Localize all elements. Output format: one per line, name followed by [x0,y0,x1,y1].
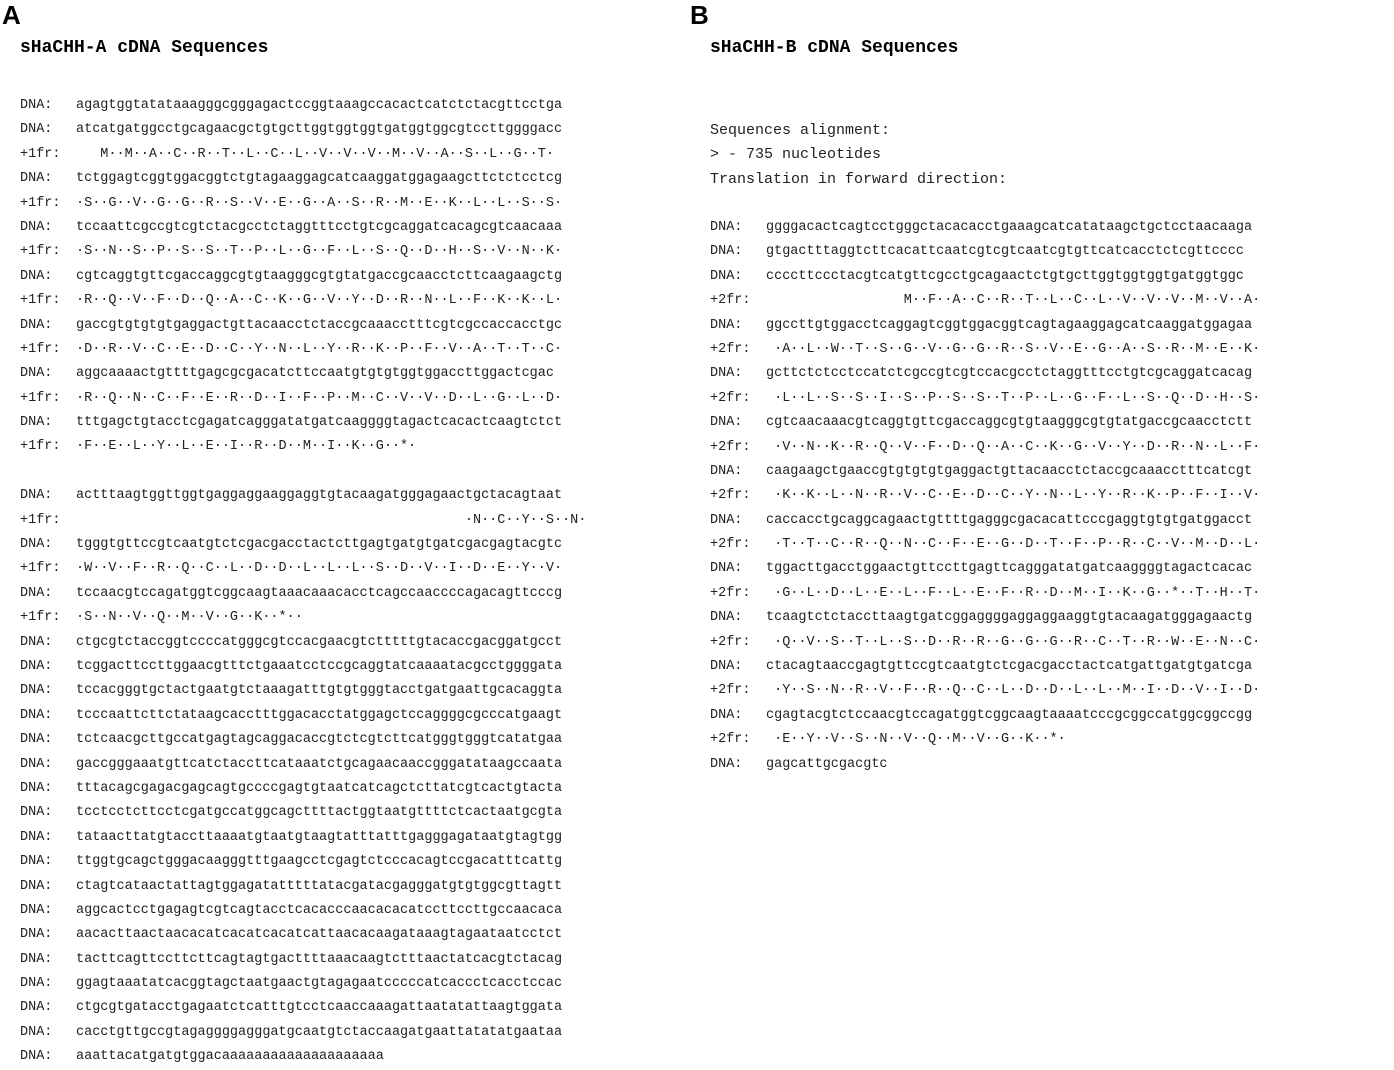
sequence-row [20,314,586,338]
sequence-row [20,387,586,411]
sequence-row [710,484,1260,508]
sequence-row-tag: DNA: [710,268,743,284]
sequence-row [20,435,586,459]
sequence-row-text: cacctgttgccgtagaggggagggatgcaatgtctaccaagatgaattatatatgaataa [76,1024,563,1040]
sequence-row [20,1045,586,1069]
sequence-row-tag: +2fr: [710,585,751,601]
sequence-row-tag: DNA: [710,463,743,479]
sequence-row-text: caccacctgcaggcagaactgttttgagggcgacacattcccgaggtgtgtgatggacct [766,512,1253,528]
sequence-row-text: ·N··C··Y··S··N· [76,512,587,528]
sequence-row [20,582,586,606]
sequence-row-tag: +1fr: [20,390,61,406]
sequence-row-text: ctacagtaaccgagtgttccgtcaatgtctcgacgacctactcatgattgatgtgatcga [766,659,1253,675]
sequence-row-text: tgggtgttccgtcaatgtctcgacgacctactcttgagtgatgtgatcgacgagtacgtc [76,537,563,553]
sequence-row [710,338,1260,362]
sequence-row [710,631,1260,655]
sequence-row [20,850,586,874]
sequence-row-tag: +2fr: [710,341,751,357]
sequence-row [20,118,586,142]
panel-b-title: sHaCHH-B cDNA Sequences [710,38,959,58]
sequence-row-text: tctggagtcggtggacggtctgtagaaggagcatcaaggatggagaagcttctctcctcg [76,171,563,187]
sequence-row-text: ·Q··V··S··T··L··S··D··R··R··G··G··G··R··C··T··R··W··E··N··C· [766,634,1261,650]
sequence-row-text: ·G··L··D··L··E··L··F··L··E··F··R··D··M··I··K··G··*··T··H··T· [766,585,1261,601]
sequence-row-text: ctagtcataactattagtggagatatttttatacgatacgagggatgtgtggcgttagtt [76,878,563,894]
sequence-row-text: ctgcgtctaccggtccccatgggcgtccacgaacgtctttttgtacaccgacggatgcct [76,634,563,650]
sequence-row-tag: DNA: [20,415,53,431]
sequence-row-text: gcttctctcctccatctcgccgtcgtccacgcctctaggtttcctgtcgcaggatcacag [766,366,1253,382]
sequence-row [20,509,586,533]
sequence-row-tag: DNA: [20,122,53,138]
sequence-row-tag: +2fr: [710,488,751,504]
sequence-row [710,753,1260,777]
sequence-row [20,728,586,752]
sequence-row [20,704,586,728]
sequence-row-text: tccaattcgccgtcgtctacgcctctaggtttcctgtcgcaggatcacagcgtcaacaaa [76,219,563,235]
sequence-row-tag: DNA: [20,219,53,235]
sequence-row [710,679,1260,703]
sequence-row-text: ·E··Y··V··S··N··V··Q··M··V··G··K··*· [766,732,1066,748]
sequence-row-tag: +1fr: [20,512,61,528]
sequence-row [710,704,1260,728]
sequence-row-tag: DNA: [20,951,53,967]
sequence-row-tag: DNA: [20,1000,53,1016]
sequence-row [710,557,1260,581]
sequence-row-text: tcaagtctctaccttaagtgatcggaggggaggaggaaggtgtacaagatgggagaactg [766,610,1253,626]
sequence-row-text: M··M··A··C··R··T··L··C··L··V··V··V··M··V··A··S··L··G··T· [76,146,554,162]
sequence-row-tag: DNA: [20,854,53,870]
sequence-row-tag: DNA: [20,658,53,674]
sequence-row-text: aggcactcctgagagtcgtcagtacctcacacccaacacacatccttccttgccaacaca [76,902,563,918]
sequence-row [20,875,586,899]
sequence-row [20,899,586,923]
sequence-row-tag: DNA: [20,1049,53,1065]
sequence-row-tag: DNA: [20,98,53,113]
sequence-row-tag: +1fr: [20,341,61,357]
sequence-row-text: tcctcctcttcctcgatgccatggcagcttttactggtaatgttttctcactaatgcgta [76,805,563,821]
sequence-row-text: ·S··G··V··G··G··R··S··V··E··G··A··S··R··M··E··K··L··L··S··S· [76,195,563,211]
sequence-row-tag: DNA: [20,805,53,821]
sequence-row-tag: DNA: [20,732,53,748]
sequence-row [710,314,1260,338]
sequence-row-tag: +2fr: [710,732,751,748]
sequence-row-text: caagaagctgaaccgtgtgtgtgaggactgttacaacctctaccgcaaacctttcatcgt [766,463,1253,479]
sequence-row-tag: DNA: [20,878,53,894]
sequence-row [710,728,1260,752]
sequence-row-text: M··F··A··C··R··T··L··C··L··V··V··V··M··V··A· [766,293,1261,309]
sequence-row-tag: +2fr: [710,390,751,406]
sequence-row-tag: DNA: [20,317,53,333]
sequence-row-tag: +1fr: [20,610,61,626]
sequence-row [20,777,586,801]
sequence-row-text: gagcattgcgacgtc [766,756,888,772]
sequence-row-tag: +1fr: [20,561,61,577]
sequence-row [20,94,586,118]
sequence-row [710,362,1260,386]
sequence-row-tag: DNA: [20,171,53,187]
sequence-row [20,801,586,825]
sequence-row-text: tccacgggtgctactgaatgtctaaagatttgtgtgggtacctgatgaattgcacaggta [76,683,563,699]
sequence-row [710,436,1260,460]
sequence-row-tag: +1fr: [20,439,61,455]
sequence-row [20,996,586,1020]
sequence-row-tag: +1fr: [20,244,61,260]
sequence-row [710,460,1260,484]
sequence-row-tag: DNA: [710,512,743,528]
sequence-row-tag: DNA: [710,561,743,577]
sequence-row-tag: DNA: [710,317,743,333]
sequence-row-text: ·L··L··S··S··I··S··P··S··S··T··P··L··G··F··L··S··Q··D··H··S· [766,390,1261,406]
sequence-row [20,338,586,362]
sequence-row-tag: DNA: [20,634,53,650]
sequence-row [20,484,586,508]
sequence-row-tag: DNA: [710,415,743,431]
info-line: > - 735 nucleotides [710,146,882,164]
sequence-row [20,679,586,703]
sequence-row-tag: +2fr: [710,439,751,455]
sequence-row [20,533,586,557]
sequence-row-text: tttgagctgtacctcgagatcagggatatgatcaaggggtagactcacactcaagtctct [76,415,563,431]
sequence-row [20,216,586,240]
sequence-row-text: ggagtaaatatcacggtagctaatgaactgtagagaatcccccatcaccctcacctccac [76,976,563,992]
sequence-row [710,533,1260,557]
sequence-row-text: ·W··V··F··R··Q··C··L··D··D··L··L··L··S··D··V··I··D··E··Y··V· [76,561,563,577]
sequence-row-text: ggggacactcagtcctgggctacacacctgaaagcatcatataagctgctcctaacaaga [766,220,1253,235]
sequence-row [710,606,1260,630]
sequence-row-tag: +1fr: [20,195,61,211]
sequence-row-tag: +2fr: [710,293,751,309]
sequence-row-tag: DNA: [20,780,53,796]
sequence-row-tag: DNA: [710,659,743,675]
sequence-row-text: tggacttgacctggaactgttccttgagttcagggatatgatcaaggggtagactcacac [766,561,1253,577]
sequence-row [710,265,1260,289]
sequence-row-text: aaattacatgatgtggacaaaaaaaaaaaaaaaaaaaa [76,1049,384,1065]
sequence-row [710,582,1260,606]
sequence-row [20,265,586,289]
sequence-row [710,240,1260,264]
sequence-row-tag: DNA: [20,927,53,943]
sequence-row-tag: DNA: [20,683,53,699]
sequence-row-tag: DNA: [20,1024,53,1040]
sequence-row-text: ·S··N··S··P··S··S··T··P··L··G··F··L··S··Q··D··H··S··V··N··K· [76,244,563,260]
panel-b-info [710,119,1007,192]
sequence-row [20,631,586,655]
sequence-row-text: ·F··E··L··Y··L··E··I··R··D··M··I··K··G··*· [76,439,417,455]
sequence-row-text: ·Y··S··N··R··V··F··R··Q··C··L··D··D··L··L··M··I··D··V··I··D· [766,683,1261,699]
sequence-row-text: tacttcagttccttcttcagtagtgacttttaaacaagtctttaactatcacgtctacag [76,951,563,967]
sequence-row [710,289,1260,313]
sequence-row-text: aacacttaactaacacatcacatcacatcattaacacaagataaagtagaataatcctct [76,927,563,943]
sequence-row-text: tcccaattcttctataagcacctttggacacctatggagctccaggggcgcccatgaagt [76,707,563,723]
sequence-row-text: actttaagtggttggtgaggaggaaggaggtgtacaagatgggagaactgctacagtaat [76,488,563,504]
sequence-row-tag: DNA: [20,488,53,504]
sequence-row [20,240,586,264]
sequence-row-text: cgagtacgtctccaacgtccagatggtcggcaagtaaaatcccgcggccatggcggccgg [766,707,1253,723]
info-line: Sequences alignment: [710,122,891,139]
sequence-row-text: ·R··Q··V··F··D··Q··A··C··K··G··V··Y··D··R··N··L··F··K··K··L· [76,293,563,309]
sequence-row-tag: DNA: [20,902,53,918]
sequence-row-text: aggcaaaactgttttgagcgcgacatcttccaatgtgtgtggtggaccttggactcgac [76,366,554,382]
sequence-row-text: atcatgatggcctgcagaacgctgtgcttggtggtggtgatggtggcgtccttggggacc [76,122,563,138]
panel-b-label: B [690,0,709,30]
panel-a-sequence-list [20,94,586,1070]
sequence-row [20,972,586,996]
sequence-row [20,655,586,679]
sequence-row-text: ·K··K··L··N··R··V··C··E··D··C··Y··N··L··Y··R··K··P··F··I··V· [766,488,1261,504]
sequence-row-tag: DNA: [710,244,743,260]
sequence-row-tag: DNA: [20,585,53,601]
sequence-row-text: agagtggtatataaagggcgggagactccggtaaagccacactcatctctacgttcctga [76,98,563,113]
sequence-row [20,167,586,191]
sequence-row-tag: +2fr: [710,683,751,699]
sequence-row-text: gaccgggaaatgttcatctaccttcataaatctgcagaacaaccgggatataagccaata [76,756,563,772]
info-line: Translation in forward direction: [710,170,1008,188]
sequence-row-tag: DNA: [710,756,743,772]
sequence-row [710,509,1260,533]
sequence-row-tag: DNA: [20,537,53,553]
sequence-row-text: ccccttccctacgtcatgttcgcctgcagaactctgtgcttggtggtggtgatggtggc [766,268,1244,284]
sequence-row-tag: DNA: [20,707,53,723]
sequence-row [20,923,586,947]
sequence-row-text: cgtcaacaaacgtcaggtgttcgaccaggcgtgtaagggcgtgtatgaccgcaacctctt [766,415,1253,431]
sequence-row-tag: DNA: [710,366,743,382]
sequence-row-text: gtgactttaggtcttcacattcaatcgtcgtcaatcgtgttcatcacctctcgttcccc [766,244,1244,260]
sequence-row [20,606,586,630]
panel-a-label: A [2,0,21,30]
sequence-row-tag: DNA: [20,756,53,772]
sequence-row-text: cgtcaggtgttcgaccaggcgtgtaagggcgtgtatgaccgcaacctcttcaagaagctg [76,268,563,284]
sequence-row [20,192,586,216]
sequence-row-tag: +2fr: [710,634,751,650]
sequence-row [710,387,1260,411]
sequence-row-text: ·S··N··V··Q··M··V··G··K··*·· [76,610,303,626]
panel-b-sequence-list [710,216,1260,777]
sequence-row [20,948,586,972]
sequence-row-text: ·V··N··K··R··Q··V··F··D··Q··A··C··K··G··V··Y··D··R··N··L··F· [766,439,1261,455]
sequence-row-tag: +1fr: [20,146,61,162]
sequence-row [20,362,586,386]
sequence-row [20,411,586,435]
sequence-row-tag: DNA: [20,829,53,845]
sequence-row-text: ·D··R··V··C··E··D··C··Y··N··L··Y··R··K··P··F··V··A··T··T··C· [76,341,563,357]
sequence-row [20,143,586,167]
sequence-row [20,289,586,313]
panel-a-title: sHaCHH-A cDNA Sequences [20,38,269,58]
sequence-row [20,826,586,850]
sequence-row-text: tataacttatgtaccttaaaatgtaatgtaagtatttatttgagggagataatgtagtgg [76,829,563,845]
sequence-row-text: ·R··Q··N··C··F··E··R··D··I··F··P··M··C··V··V··D··L··G··L··D· [76,390,563,406]
sequence-row [20,753,586,777]
sequence-row [20,460,586,484]
sequence-row [710,411,1260,435]
sequence-row-tag: +1fr: [20,293,61,309]
sequence-row-text: gaccgtgtgtgtgaggactgttacaacctctaccgcaaacctttcgtcgccaccacctgc [76,317,563,333]
sequence-row-tag: DNA: [20,366,53,382]
sequence-row [20,1021,586,1045]
sequence-row-text: tcggacttccttggaacgtttctgaaatcctccgcaggtatcaaaatacgcctggggata [76,658,563,674]
sequence-row-text: ttggtgcagctgggacaagggtttgaagcctcgagtctcccacagtccgacatttcattg [76,854,563,870]
sequence-row-text: tccaacgtccagatggtcggcaagtaaacaaacacctcagccaaccccagacagttcccg [76,585,563,601]
sequence-row-text: ggccttgtggacctcaggagtcggtggacggtcagtagaaggagcatcaaggatggagaa [766,317,1253,333]
sequence-row [710,216,1260,240]
sequence-row-tag: +2fr: [710,537,751,553]
sequence-row-tag: DNA: [710,610,743,626]
sequence-row-tag: DNA: [710,707,743,723]
sequence-row-tag: DNA: [20,976,53,992]
sequence-row-tag: DNA: [20,268,53,284]
sequence-row-text: ·A··L··W··T··S··G··V··G··G··R··S··V··E··G··A··S··R··M··E··K· [766,341,1261,357]
sequence-row [20,557,586,581]
sequence-row-text: tctcaacgcttgccatgagtagcaggacaccgtctcgtcttcatgggtgggtcatatgaa [76,732,563,748]
sequence-row [710,655,1260,679]
sequence-row-text: tttacagcgagacgagcagtgccccgagtgtaatcatcagctcttatcgtcactgtacta [76,780,563,796]
sequence-row-tag: DNA: [710,220,743,235]
sequence-row-text: ·T··T··C··R··Q··N··C··F··E··G··D··T··F··P··R··C··V··M··D··L· [766,537,1261,553]
sequence-row-text: ctgcgtgatacctgagaatctcatttgtcctcaaccaaagattaatatattaagtggata [76,1000,563,1016]
